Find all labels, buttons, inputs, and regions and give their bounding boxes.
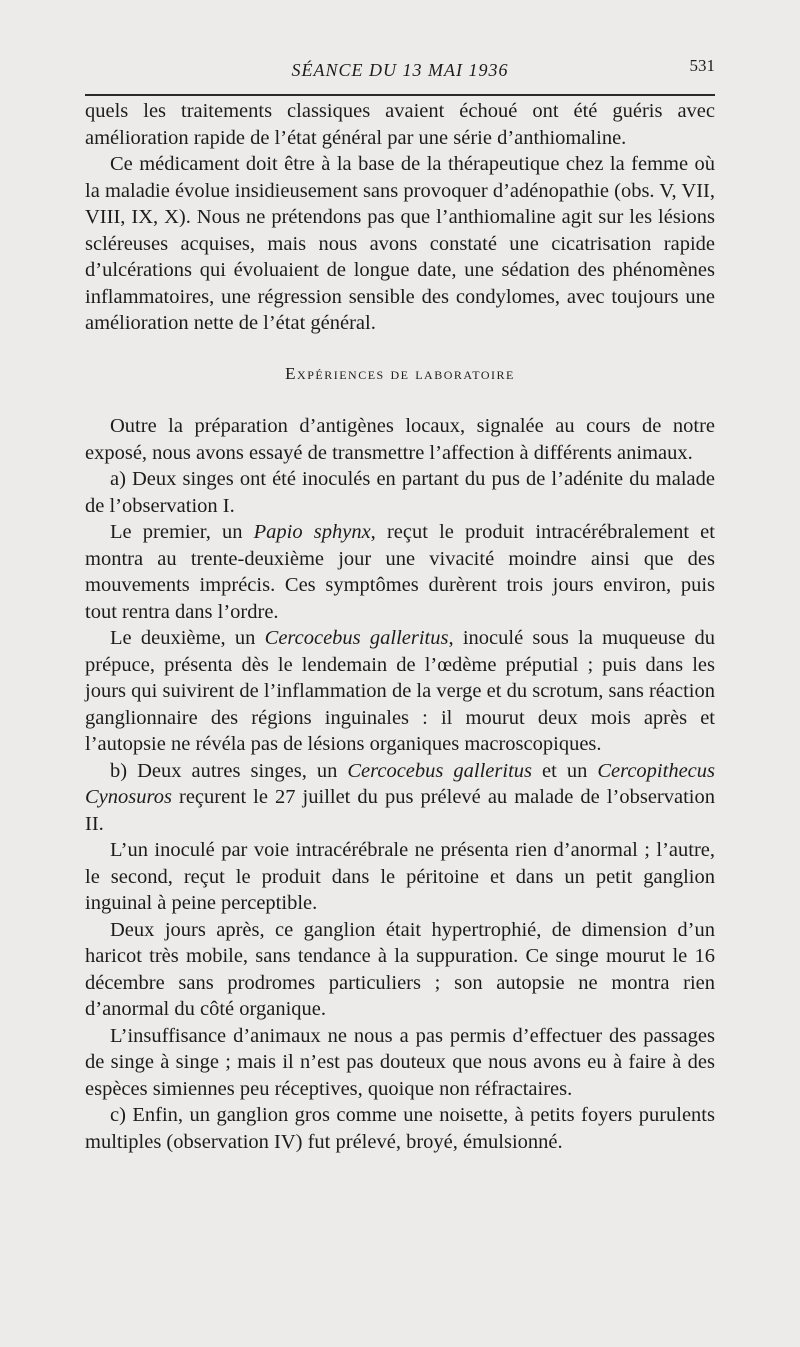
page-header (85, 56, 715, 90)
paragraph-intro: Outre la préparation d’antigènes locaux, signalée au cours de notre exposé, nous avons essayé de transmettre l’affection à différents animaux. (85, 415, 715, 464)
paragraph-ganglion: Deux jours après, ce ganglion était hypertrophié, de dimension d’un haricot très mobile, sans tendance à la suppuration. Ce singe mourut le 16 décembre sans prodromes particuliers ; son autopsie ne montra rien d’anormal du côté organique. (85, 918, 715, 1020)
running-title: SÉANCE DU 13 MAI 1936 (291, 60, 509, 80)
paragraph-continuation: quels les traitements classiques avaient échoué ont été guéris avec amélioration rapide de l’état général par une série d’anthiomaline. (85, 100, 715, 149)
text: , inoculé sous la muqueuse du prépuce, présenta dès le lendemain de l’œdème préputial ; puis dans les jours qui suivirent de l’inflammation de la verge et du scrotum, sans réaction ganglionnaire des régions inguinales : il mourut deux mois après et l’autopsie ne révéla pas de lésions organiques macroscopiques. (85, 627, 715, 755)
species-name: Cercocebus galleritus (347, 759, 532, 782)
page-number: 531 (689, 56, 715, 75)
paragraph-insufficiency: L’insuffisance d’animaux ne nous a pas permis d’effectuer des passages de singe à singe ; mais il n’est pas douteux que nous avons eu à faire à des espèces simiennes peu réceptives, quoique non réfractaires. (85, 1024, 715, 1100)
paragraph-second-monkey (85, 625, 715, 758)
paragraph-medication: Ce médicament doit être à la base de la thérapeutique chez la femme où la maladie évolue insidieusement sans provoquer d’adénopathie (obs. V, VII, VIII, IX, X). Nous ne prétendons pas que l’anthiomaline agit sur les lésions scléreuses acquises, mais nous avons constaté une cicatrisation rapide d’ulcérations qui évoluaient de longue date, une sédation des phénomènes inflammatoires, une régression sensible des condylomes, avec toujours une amélioration nette de l’état général. (85, 153, 715, 334)
text: reçurent le 27 juillet du pus prélevé au malade de l’observation II. (85, 786, 715, 835)
text: , reçut le produit intracérébralement et montra au trente-deuxième jour une vivacité moindre ainsi que des mouvements imprécis. Ces symptômes durèrent trois jours environ, puis tout rentra dans l’ordre. (85, 521, 715, 623)
species-name: Papio sphynx (253, 521, 371, 543)
header-rule (85, 94, 715, 96)
text: et un (532, 759, 598, 782)
paragraph-a: a) Deux singes ont été inoculés en partant du pus de l’adénite du malade de l’observation I. (85, 468, 715, 517)
section-heading: Expériences de laboratoire (285, 363, 515, 383)
body-text (85, 98, 715, 1155)
text: Le premier, un (110, 521, 254, 543)
text: Le deuxième, un (110, 627, 265, 649)
species-name: Cercocebus galleritus (264, 627, 449, 649)
species-name: Cercopithecus Cynosuros (85, 759, 715, 808)
paragraph-inoculation: L’un inoculé par voie intracérébrale ne présenta rien d’anormal ; l’autre, le second, reçut le produit dans le péritoine et dans un petit ganglion inguinal à peine perceptible. (85, 839, 715, 914)
paragraph-first-monkey (85, 519, 715, 625)
paragraph-c: c) Enfin, un ganglion gros comme une noisette, à petits foyers purulents multiples (observation IV) fut prélevé, broyé, émulsionné. (85, 1104, 715, 1153)
paragraph-b (85, 758, 715, 838)
text: b) Deux autres singes, un (110, 759, 348, 782)
